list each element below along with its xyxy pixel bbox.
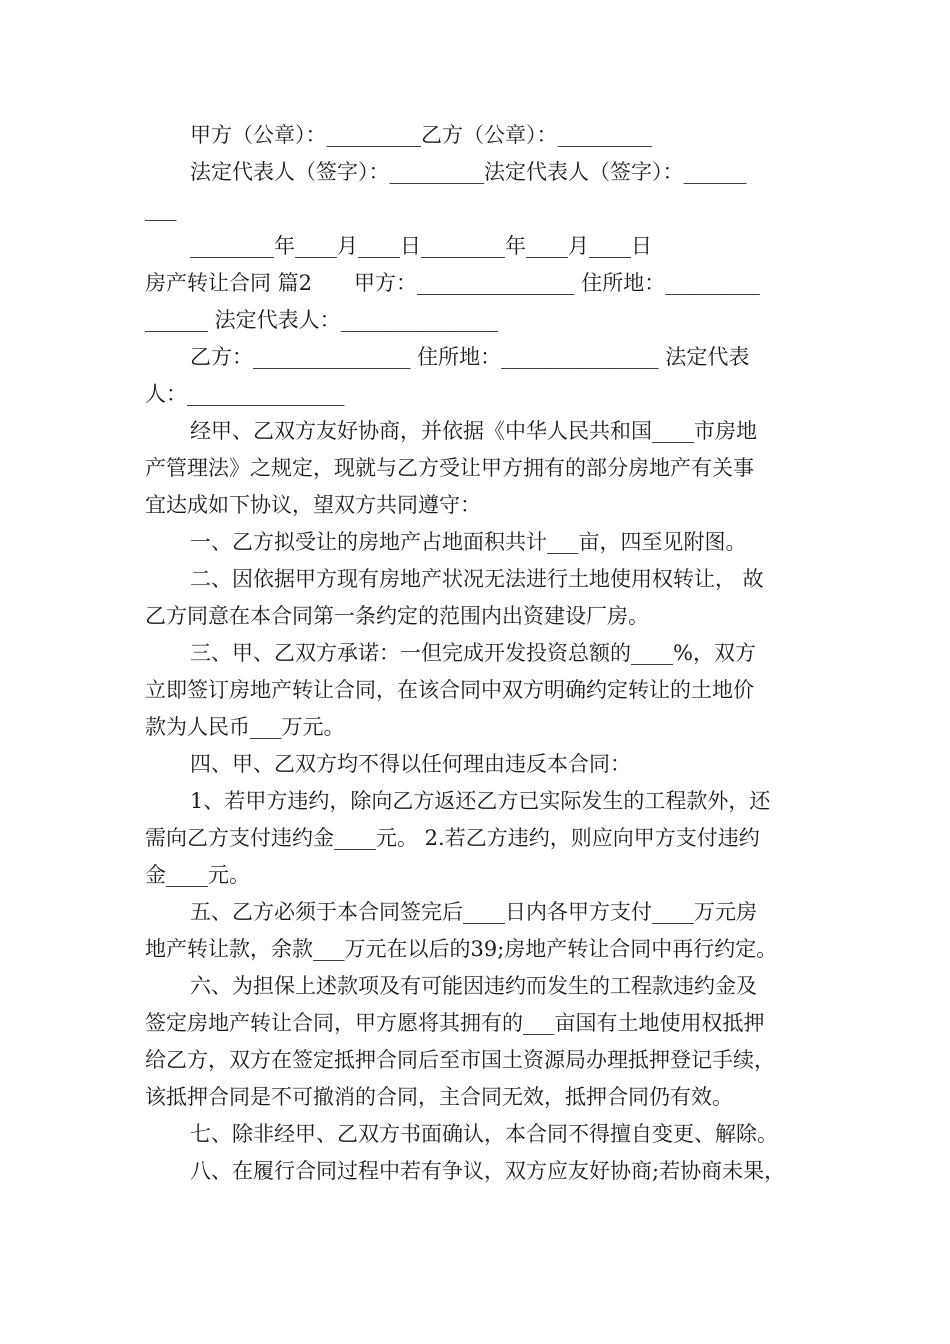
clause-4: 四、甲、乙双方均不得以任何理由违反本合同：: [190, 752, 631, 776]
clause-5-line-1: 五、乙方必须于本合同签完后____日内各甲方支付____万元房: [190, 900, 757, 924]
clause-1: 一、乙方拟受让的房地产占地面积共计___亩，四至见附图。: [190, 530, 747, 554]
preamble-line-1: 经甲、乙双方友好协商，并依据《中华人民共和国____市房地: [190, 419, 757, 443]
preamble-line-2: 产管理法》之规定，现就与乙方受让甲方拥有的部分房地产有关事: [145, 456, 754, 480]
signature-continuation-line: ___: [145, 197, 177, 221]
signature-representative-line: 法定代表人（签字）：_________法定代表人（签字）：______: [190, 160, 747, 184]
clause-3-line-1: 三、甲、乙双方承诺：一但完成开发投资总额的____%，双方: [190, 641, 756, 665]
clause-7: 七、除非经甲、乙双方书面确认，本合同不得擅自变更、解除。: [190, 1122, 778, 1146]
clause-5-line-2: 地产转让款，余款___万元在以后的39;房地产转让合同中再行约定。: [145, 937, 778, 961]
preamble-line-3: 宜达成如下协议，望双方共同遵守：: [145, 493, 481, 517]
party-b-line: 乙方：_______________ 住所地：_______________ 法定代表: [190, 345, 750, 369]
clause-4-item-1-line-2: 需向乙方支付违约金____元。 2.若乙方违约，则应向甲方支付违约: [145, 826, 760, 850]
party-b-representative: 人：_______________: [145, 382, 345, 406]
signature-seal-line: 甲方（公章）：_________乙方（公章）：_________: [190, 123, 652, 147]
clause-4-item-1-line-1: 1、若甲方违约，除向乙方返还乙方已实际发生的工程款外，还: [190, 789, 771, 813]
signature-date-line: ________年____月____日________年____月____日: [190, 234, 652, 258]
clause-6-line-2: 签定房地产转让合同，甲方愿将其拥有的___亩国有土地使用权抵押: [145, 1011, 765, 1035]
clause-2-line-1: 二、因依据甲方现有房地产状况无法进行土地使用权转让， 故: [190, 567, 764, 591]
clause-8-line-1: 八、在履行合同过程中若有争议，双方应友好协商;若协商未果，: [190, 1159, 786, 1183]
clause-2-line-2: 乙方同意在本合同第一条约定的范围内出资建设厂房。: [145, 604, 649, 628]
clause-6-line-3: 给乙方，双方在签定抵押合同后至市国土资源局办理抵押登记手续，: [145, 1048, 775, 1072]
party-a-representative: ______ 法定代表人：_______________: [145, 308, 499, 332]
clause-6-line-4: 该抵押合同是不可撤消的合同，主合同无效，抵押合同仍有效。: [145, 1085, 733, 1109]
clause-3-line-3: 款为人民币___万元。: [145, 715, 345, 739]
clause-6-line-1: 六、为担保上述款项及有可能因违约而发生的工程款违约金及: [190, 974, 757, 998]
clause-4-item-2-line: 金____元。: [145, 863, 250, 887]
contract-title-party-a: 房产转让合同 篇2 甲方：_______________ 住所地：_________: [145, 271, 760, 295]
clause-3-line-2: 立即签订房地产转让合同，在该合同中双方明确约定转让的土地价: [145, 678, 754, 702]
